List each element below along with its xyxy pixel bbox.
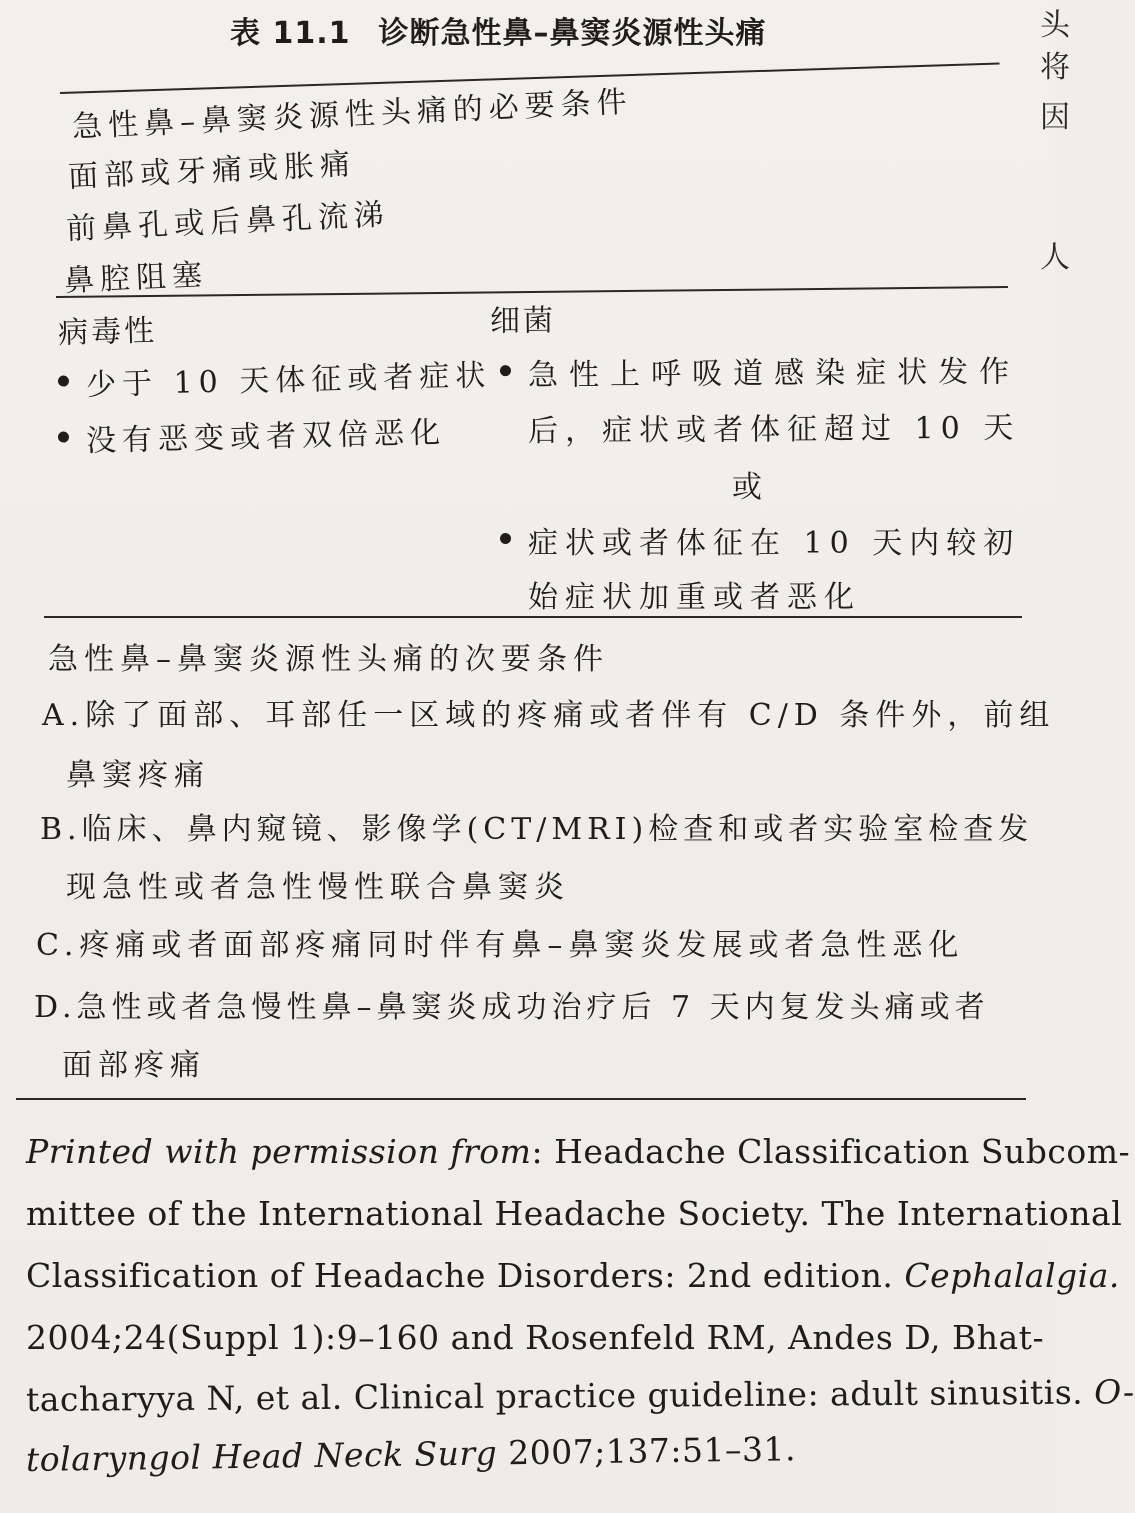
major-item: 鼻腔阻塞	[63, 257, 209, 299]
minor-item-a: A.除了面部、耳部任一区域的疼痛或者伴有 C/D 条件外，前组	[42, 698, 1056, 733]
bacterial-item-2-line-1: 症状或者体征在 10 天内较初	[528, 518, 1020, 562]
viral-item: 没有恶变或者双倍恶化	[85, 407, 446, 460]
credit-line-5	[26, 1372, 1135, 1419]
credit-line-3	[26, 1256, 1120, 1295]
journal-name: Cephalalgia.	[904, 1256, 1120, 1295]
credit-line-6	[26, 1429, 796, 1479]
margin-glyph: 头	[1040, 8, 1070, 43]
major-item: 面部或牙痛或胀痛	[67, 146, 357, 195]
minor-item-c: C.疼痛或者面部疼痛同时伴有鼻–鼻窦炎发展或者急性恶化	[36, 928, 965, 963]
credit-line-2: mittee of the International Headache Society. The International	[26, 1194, 1123, 1233]
viral-heading: 病毒性	[57, 313, 158, 351]
journal-name-rest: tolaryngol Head Neck Surg	[25, 1433, 498, 1479]
margin-glyph: 因	[1040, 100, 1070, 135]
minor-heading: 急性鼻–鼻窦炎源性头痛的次要条件	[48, 642, 609, 677]
margin-glyph: 人	[1040, 240, 1070, 275]
credit-text: tacharyya N, et al. Clinical practice guideline: adult sinusitis.	[25, 1372, 1084, 1419]
major-item: 前鼻孔或后鼻孔流涕	[65, 197, 391, 247]
journal-name-part: O-	[1094, 1372, 1135, 1412]
credit-line-1: Printed with permission from: Headache Classification Subcom-	[26, 1132, 1131, 1171]
credit-text: Classification of Headache Disorders: 2nd edition.	[26, 1256, 894, 1295]
table-title: 诊断急性鼻–鼻窦炎源性头痛	[378, 16, 767, 51]
rule-bottom	[16, 1098, 1026, 1100]
minor-item-b-cont: 现急性或者急性慢性联合鼻窦炎	[66, 870, 570, 905]
rule-after-columns	[44, 616, 1022, 618]
margin-glyph: 将	[1040, 50, 1070, 85]
bacterial-or: 或	[732, 470, 767, 505]
minor-item-d: D.急性或者急慢性鼻–鼻窦炎成功治疗后 7 天内复发头痛或者	[34, 990, 990, 1025]
minor-item-b: B.临床、鼻内窥镜、影像学(CT/MRI)检查和或者实验室检查发	[40, 812, 1034, 847]
viral-item: 少于 10 天体征或者症状	[85, 350, 491, 404]
credit-line-4: 2004;24(Suppl 1):9–160 and Rosenfeld RM, Andes D, Bhat-	[26, 1318, 1045, 1357]
bacterial-item-2-line-2: 始症状加重或者恶化	[528, 580, 861, 615]
bacterial-item-1-line-2: 后，症状或者体征超过 10 天	[527, 410, 1021, 449]
minor-item-a-cont: 鼻窦疼痛	[66, 758, 210, 793]
minor-item-d-cont: 面部疼痛	[62, 1048, 206, 1083]
major-heading: 急性鼻–鼻窦炎源性头痛的必要条件	[71, 84, 634, 145]
credit-prefix: Printed with permission from	[26, 1132, 532, 1171]
bacterial-item-1-line-1: 急性上呼吸道感染症状发作	[528, 347, 1020, 394]
credit-text: 2007;137:51–31.	[507, 1429, 797, 1473]
credit-text: Headache Classification Subcom-	[554, 1132, 1131, 1171]
bacterial-heading: 细菌	[489, 303, 557, 339]
table-caption	[230, 8, 766, 52]
table-number: 表 11.1	[230, 16, 351, 51]
